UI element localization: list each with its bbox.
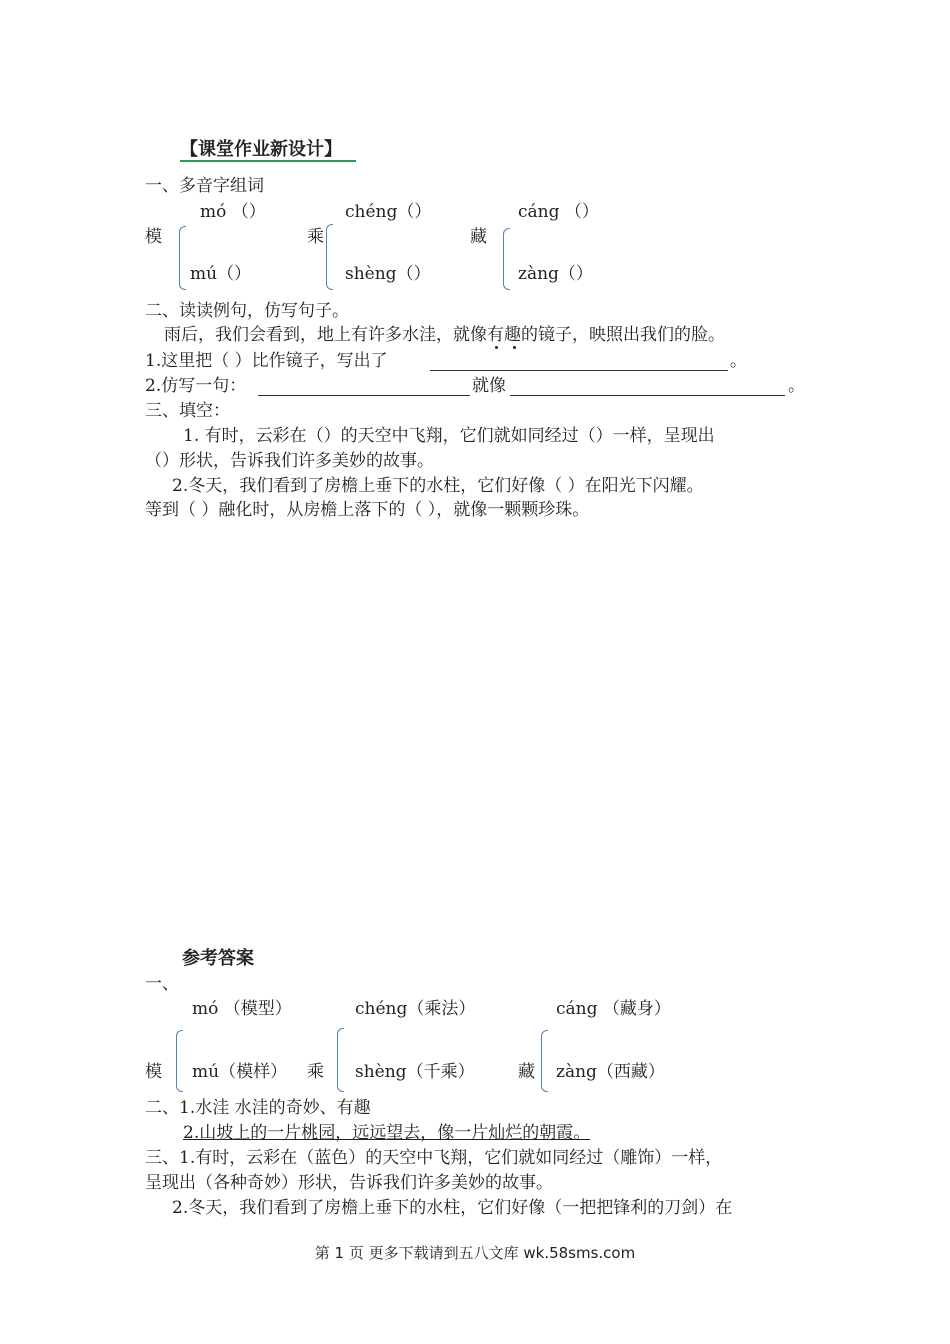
answer-pinyin-top-3: cáng （藏身） — [556, 999, 671, 1019]
answer-blank[interactable] — [430, 370, 728, 371]
question-2-1: 1.这里把（ ）比作镜子，写出了 — [145, 351, 388, 371]
section2-heading: 二、读读例句，仿写句子。 — [145, 301, 349, 321]
polyphone-char-3: 藏 — [470, 227, 487, 247]
pinyin-bottom-3: zàng（） — [518, 264, 593, 284]
pinyin-bottom-2: shèng（） — [345, 264, 431, 284]
brace-2 — [326, 224, 333, 290]
answer-pinyin-top-1: mó （模型） — [192, 999, 292, 1019]
answer-brace-1 — [176, 1030, 183, 1092]
question-3-2-line2: 等到（ ）融化时，从房檐上落下的（ ），就像一颗颗珍珠。 — [145, 500, 590, 520]
answer-char-1: 模 — [145, 1062, 162, 1082]
answer-section3-line1: 三、1.有时，云彩在（蓝色）的天空中飞翔，它们就如同经过（雕饰）一样， — [145, 1148, 723, 1168]
polyphone-char-1: 模 — [145, 227, 162, 247]
answer-pinyin-bottom-3: zàng（西藏） — [556, 1062, 665, 1082]
brace-3 — [503, 228, 510, 290]
section1-heading: 一、多音字组词 — [145, 176, 264, 196]
example-sentence: 雨后，我们会看到，地上有许多水洼，就像有趣的镜子，映照出我们的脸。 — [164, 325, 725, 345]
question-2-2-mid: 就像 — [472, 376, 506, 396]
pinyin-top-3: cáng （） — [518, 202, 599, 222]
answer-section2-line2: 2.山坡上的一片桃园，远远望去，像一片灿烂的朝霞。 — [183, 1123, 591, 1143]
brace-1 — [179, 226, 186, 290]
answer-blank[interactable] — [258, 395, 470, 396]
question-3-2-line1: 2.冬天，我们看到了房檐上垂下的水柱，它们好像（ ）在阳光下闪耀。 — [172, 476, 704, 496]
polyphone-char-2: 乘 — [307, 227, 324, 247]
emphasis-dot — [495, 346, 498, 349]
answer-pinyin-bottom-2: shèng（千乘） — [355, 1062, 475, 1082]
exercise-title: 【课堂作业新设计】 — [180, 139, 342, 160]
answer-brace-2 — [337, 1028, 344, 1092]
question-2-1-end: 。 — [730, 351, 747, 371]
question-2-2-end: 。 — [788, 376, 805, 396]
pinyin-bottom-1: mú（） — [190, 264, 252, 284]
answer-pinyin-bottom-1: mú（模样） — [192, 1062, 288, 1082]
page-footer: 第 1 页 更多下载请到五八文库 wk.58sms.com — [314, 1244, 636, 1262]
answer-section3-line3: 2.冬天，我们看到了房檐上垂下的水柱，它们好像（一把把锋利的刀剑）在 — [172, 1198, 733, 1218]
answer-brace-3 — [541, 1030, 548, 1092]
title-underline — [180, 160, 356, 162]
pinyin-top-1: mó （） — [200, 202, 266, 222]
answer-pinyin-top-2: chéng（乘法） — [355, 999, 476, 1019]
answers-section1-heading: 一、 — [145, 974, 179, 994]
answer-section3-line2: 呈现出（各种奇妙）形状，告诉我们许多美妙的故事。 — [145, 1173, 553, 1193]
answers-title: 参考答案 — [182, 948, 254, 969]
question-3-1-line2: （）形状，告诉我们许多美妙的故事。 — [145, 451, 434, 471]
answer-section2-line1: 二、1.水洼 水洼的奇妙、有趣 — [145, 1098, 371, 1118]
emphasis-dot — [513, 346, 516, 349]
question-2-2: 2.仿写一句： — [145, 376, 247, 396]
answer-blank[interactable] — [510, 395, 785, 396]
answer-char-3: 藏 — [518, 1062, 535, 1082]
answer-char-2: 乘 — [307, 1062, 324, 1082]
question-3-1-line1: 1. 有时，云彩在（）的天空中飞翔，它们就如同经过（）一样，呈现出 — [183, 426, 715, 446]
pinyin-top-2: chéng（） — [345, 202, 432, 222]
section3-heading: 三、填空： — [145, 401, 230, 421]
